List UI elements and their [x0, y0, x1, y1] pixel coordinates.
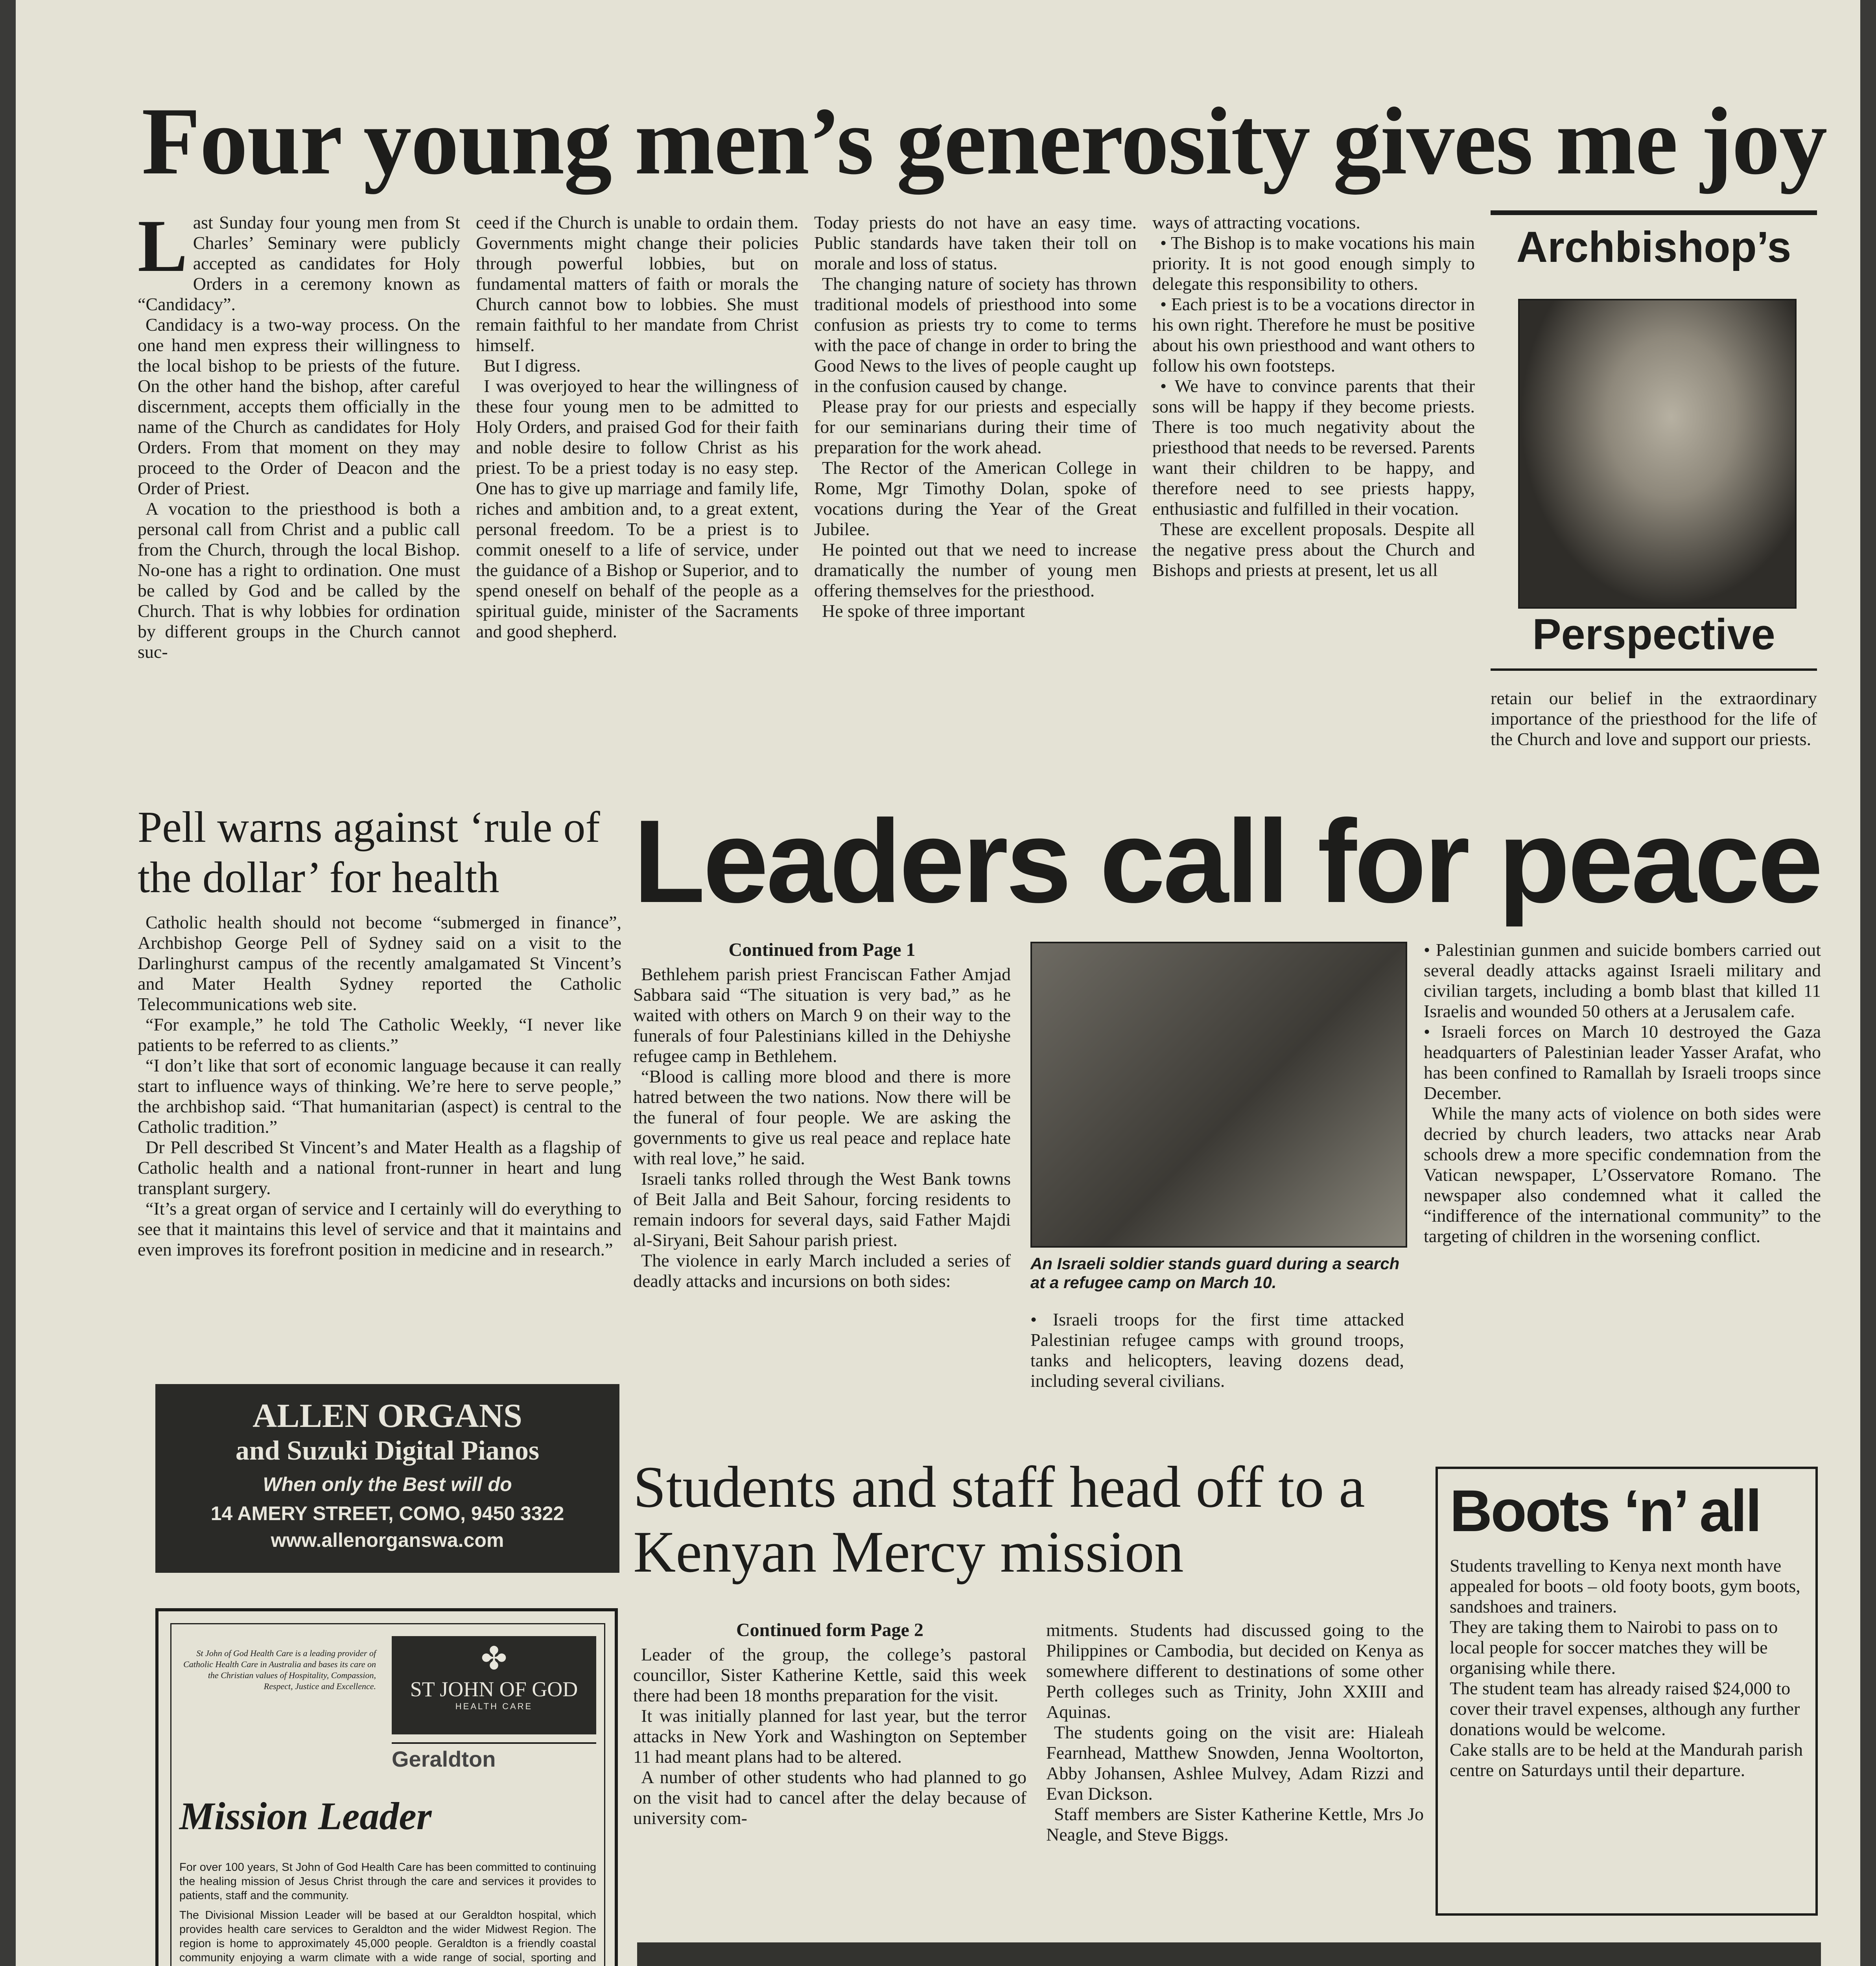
paragraph: He spoke of three important [822, 601, 1025, 621]
paragraph: For over 100 years, St John of God Health Care has been committed to continuing the healing mission of Jesus Christ through the care and services it provides to patients, staff and the community. [179, 1861, 596, 1902]
paragraph: The changing nature of society has thrown traditional models of priesthood into some confusion as priests try to come to terms with the pace of change in order to bring the Good News to the lives of people caught up in the confusion caused by change. [814, 274, 1137, 396]
kenya-article-col2 [1046, 1620, 1424, 1919]
badge-rule-bottom [1491, 668, 1817, 671]
paragraph: “For example,” he told The Catholic Weekly, “I never like patients to be referred to as clients.” [138, 1014, 621, 1055]
paragraph: Candidacy is a two-way process. On the one hand men express their willingness to the local bishop to be priests of the future. On the other hand the bishop, after careful discernment, accepts them officially in the name of the Church as candidates for Holy Orders. From that moment on they may proceed to the Order of Deacon and the Order of Priest. [138, 315, 460, 498]
sjog-body [179, 1860, 596, 1966]
sjog-title: Mission Leader [179, 1794, 432, 1838]
photo-caption: An Israeli soldier stands guard during a search at a refugee camp on March 10. [1030, 1254, 1400, 1292]
paragraph: mitments. Students had discussed going to the Philippines or Cambodia, but decided on Kenya as somewhere different to destinations of some other Perth colleges such as Trinity, John XXIII and Aquinas. [1046, 1620, 1424, 1722]
continued-label: Continued form Page 2 [736, 1620, 923, 1640]
sjog-location: Geraldton [392, 1742, 596, 1772]
paragraph: • We have to convince parents that their sons will be happy if they become priests. There is too much negativity about the priesthood that needs to be reversed. Parents want their children to be happy, and therefore need to see priests happy, enthusiastic and fulfilled in their vocation. [1152, 376, 1475, 519]
sjog-logo-name: ST JOHN OF GOD [410, 1677, 578, 1701]
peace-article-col3 [1424, 940, 1821, 1431]
sjog-logo-icon: ✤ [481, 1642, 507, 1676]
paragraph: ways of attracting vocations. [1152, 212, 1360, 232]
soldier-photo [1030, 942, 1407, 1248]
peace-article-col1 [633, 940, 1011, 1431]
ad-line3: When only the Best will do [263, 1473, 512, 1495]
allen-organs-ad [155, 1384, 619, 1573]
boots-body [1450, 1555, 1804, 1905]
ad-line4: 14 AMERY STREET, COMO, 9450 3322 [210, 1502, 564, 1524]
paragraph: But I digress. [484, 355, 581, 376]
paragraph: ast Sunday four young men from St Charles’ Seminary were publicly accepted as candidates for Holy Orders in a ceremony known as “Candidacy”. [138, 212, 460, 314]
paragraph: Israeli tanks rolled through the West Bank towns of Beit Jalla and Beit Sahour, forcing residents to remain indoors for several days, said Father Majdi al-Siryani, Beit Sahour parish priest. [633, 1169, 1011, 1250]
paragraph: • Israeli troops for the first time attacked Palestinian refugee camps with ground troops, tanks and helicopters, leaving dozens dead, including several civilians. [1030, 1309, 1404, 1391]
paragraph: He pointed out that we need to increase dramatically the number of young men offering themselves for the priesthood. [814, 539, 1137, 600]
newspaper-page [16, 0, 1860, 1966]
paragraph: I was overjoyed to hear the willingness of these four young men to be admitted to Holy Orders, and praised God for their faith and noble desire to follow Christ as his priest. To be a priest today is no easy step. One has to give up marriage and family life, riches and ambition and, to a great extent, personal freedom. To be a priest is to commit oneself to a life of service, under the guidance of a Bishop or Superior, and to spend oneself on behalf of the people as a spiritual guide, minister of the Sacraments and good shepherd. [476, 376, 798, 641]
badge-top-label: Archbishop’s [1516, 223, 1791, 271]
ad-line5: www.allenorganswa.com [271, 1529, 504, 1551]
main-article-col2 [476, 212, 798, 790]
paragraph: “Blood is calling more blood and there is more hatred between the two nations. Now there will be the funeral of four people. We are asking the governments to give us real peace and replace hate with real love,” he said. [633, 1066, 1011, 1168]
badge-bottom-label: Perspective [1532, 610, 1775, 659]
boots-headline: Boots ‘n’ all [1450, 1478, 1760, 1544]
sjog-logo-sub: HEALTH CARE [455, 1701, 533, 1711]
paragraph: Today priests do not have an easy time. Public standards have taken their toll on morale and loss of status. [814, 212, 1137, 273]
badge-rule [1491, 210, 1817, 215]
paragraph: “It’s a great organ of service and I certainly will do everything to see that it maintains this level of service and that it maintains and even improves its forefront position in medicine and in research.” [138, 1198, 621, 1259]
paragraph: Please pray for our priests and especially for our seminarians during their time of preparation for the work ahead. [814, 396, 1137, 457]
archbishop-photo [1518, 299, 1797, 609]
pell-headline: Pell warns against ‘rule of the dollar’ for health [138, 803, 600, 902]
paragraph: Dr Pell described St Vincent’s and Mater Health as a flagship of Catholic health and a national front-runner in heart and lung transplant surgery. [138, 1137, 621, 1198]
paragraph: The student team has already raised $24,000 to cover their travel expenses, although any further donations would be welcome. [1450, 1678, 1800, 1739]
paragraph: Leader of the group, the college’s pastoral councillor, Sister Katherine Kettle, said this week there had been 18 months preparation for the visit. [633, 1644, 1026, 1705]
paragraph: • Each priest is to be a vocations director in his own right. Therefore he must be positive about his own priesthood and want others to follow his own footsteps. [1152, 294, 1475, 376]
paragraph: A number of other students who had planned to go on the visit had to cancel after the delay because of university com- [633, 1767, 1026, 1828]
drop-cap: L [138, 212, 188, 287]
paragraph: The violence in early March included a series of deadly attacks and incursions on both sides: [633, 1250, 1011, 1291]
sjog-ad-inner [170, 1623, 605, 1966]
paragraph: retain our belief in the extraordinary importance of the priesthood for the life of the Church and love and support our priests. [1491, 688, 1817, 749]
sjog-blurb: St John of God Health Care is a leading provider of Catholic Health Care in Australia and bases its care on the Christian values of Hospitality, Compassion, Respect, Justice and Excellence. [183, 1648, 376, 1691]
paragraph: Cake stalls are to be held at the Mandurah parish centre on Saturdays until their departure. [1450, 1740, 1803, 1780]
paragraph: It was initially planned for last year, but the terror attacks in New York and Washington on September 11 had meant plans had to be altered. [633, 1706, 1026, 1767]
paragraph: “I don’t like that sort of economic language because it can really start to influence ways of thinking. We’re here to serve people,” the archbishop said. “That humanitarian (aspect) is central to the Catholic tradition.” [138, 1055, 621, 1137]
ad-line2: and Suzuki Digital Pianos [235, 1436, 540, 1466]
paragraph: The students going on the visit are: Hialeah Fearnhead, Matthew Snowden, Jenna Wooltorton, Abby Johansen, Ashlee Mulvey, Adam Rizzi and Evan Dickson. [1046, 1722, 1424, 1804]
main-article-col4 [1152, 212, 1475, 790]
paragraph: ceed if the Church is unable to ordain them. Governments might change their policies through powerful lobbies, but on fundamental matters of faith or morals the Church cannot bow to lobbies. She must remain faithful to her mandate from Christ himself. [476, 212, 798, 355]
paragraph: • The Bishop is to make vocations his main priority. It is not good enough simply to delegate this responsibility to others. [1152, 233, 1475, 294]
paragraph: While the many acts of violence on both sides were decried by church leaders, two attacks near Arab schools drew a more specific condemnation from the Vatican newspaper, L’Osservatore Romano. The newspaper also condemned what it called the “indifference of the international community” to the targeting of children in the worsening conflict. [1424, 1103, 1821, 1246]
paragraph: The Divisional Mission Leader will be based at our Geraldton hospital, which provides health care services to Geraldton and the wider Midwest Region. The region is home to approximately 45,000 people. Geraldton is a friendly coastal community enjoying a warm climate with a wide range of social, sporting and [179, 1909, 596, 1964]
kenya-headline: Students and staff head off to a Kenyan Mercy mission [633, 1454, 1365, 1585]
paragraph: Bethlehem parish priest Franciscan Father Amjad Sabbara said “The situation is very bad,” as he waited with others on March 9 on their way to the funerals of four Palestinians killed in the Dehiyshe refugee camp in Bethlehem. [633, 964, 1011, 1066]
paragraph: • Palestinian gunmen and suicide bombers carried out several deadly attacks against Israeli military and civilian targets, including a bomb blast that killed 11 Israelis and wounded 50 others at a Jerusalem cafe. [1424, 940, 1821, 1021]
paragraph: They are taking them to Nairobi to pass on to local people for soccer matches they will be organising while there. [1450, 1617, 1778, 1678]
pell-article-body [138, 912, 621, 1364]
paragraph: A vocation to the priesthood is both a personal call from Christ and a public call from the Church, through the local Bishop. No-one has a right to ordination. One must be called by God and be called by the Church. That is why lobbies for ordination by different groups in the Church cannot suc- [138, 499, 460, 662]
paragraph: Staff members are Sister Katherine Kettle, Mrs Jo Neagle, and Steve Biggs. [1046, 1804, 1424, 1845]
main-headline: Four young men’s generosity gives me joy [142, 88, 1827, 194]
sjog-ad [155, 1608, 618, 1966]
kenya-article-col1 [633, 1620, 1026, 1919]
continued-label: Continued from Page 1 [728, 940, 916, 960]
paragraph: These are excellent proposals. Despite all the negative press about the Church and Bishops and priests at present, let us all [1152, 519, 1475, 580]
ad-line1: ALLEN ORGANS [252, 1397, 522, 1434]
peace-headline: Leaders call for peace [633, 795, 1821, 927]
funeral-ad [637, 1942, 1821, 1966]
paragraph: • Israeli forces on March 10 destroyed the Gaza headquarters of Palestinian leader Yasser Arafat, who has been confined to Ramallah by Israeli troops since December. [1424, 1022, 1821, 1103]
peace-article-col2 [1030, 1309, 1404, 1431]
paragraph: Students travelling to Kenya next month have appealed for boots – old footy boots, gym boots, sandshoes and trainers. [1450, 1555, 1800, 1616]
sjog-logo [392, 1636, 596, 1734]
boots-box [1436, 1467, 1818, 1916]
main-article-col5 [1491, 688, 1817, 790]
main-article-col1 [138, 212, 460, 790]
paragraph: The Rector of the American College in Rome, Mgr Timothy Dolan, spoke of vocations during the Year of the Great Jubilee. [814, 458, 1137, 539]
paragraph: Catholic health should not become “submerged in finance”, Archbishop George Pell of Sydney said on a visit to the Darlinghurst campus of the recently amalgamated St Vincent’s and Mater Health Sydney reported the Catholic Telecommunications web site. [138, 912, 621, 1014]
main-article-col3 [814, 212, 1137, 790]
